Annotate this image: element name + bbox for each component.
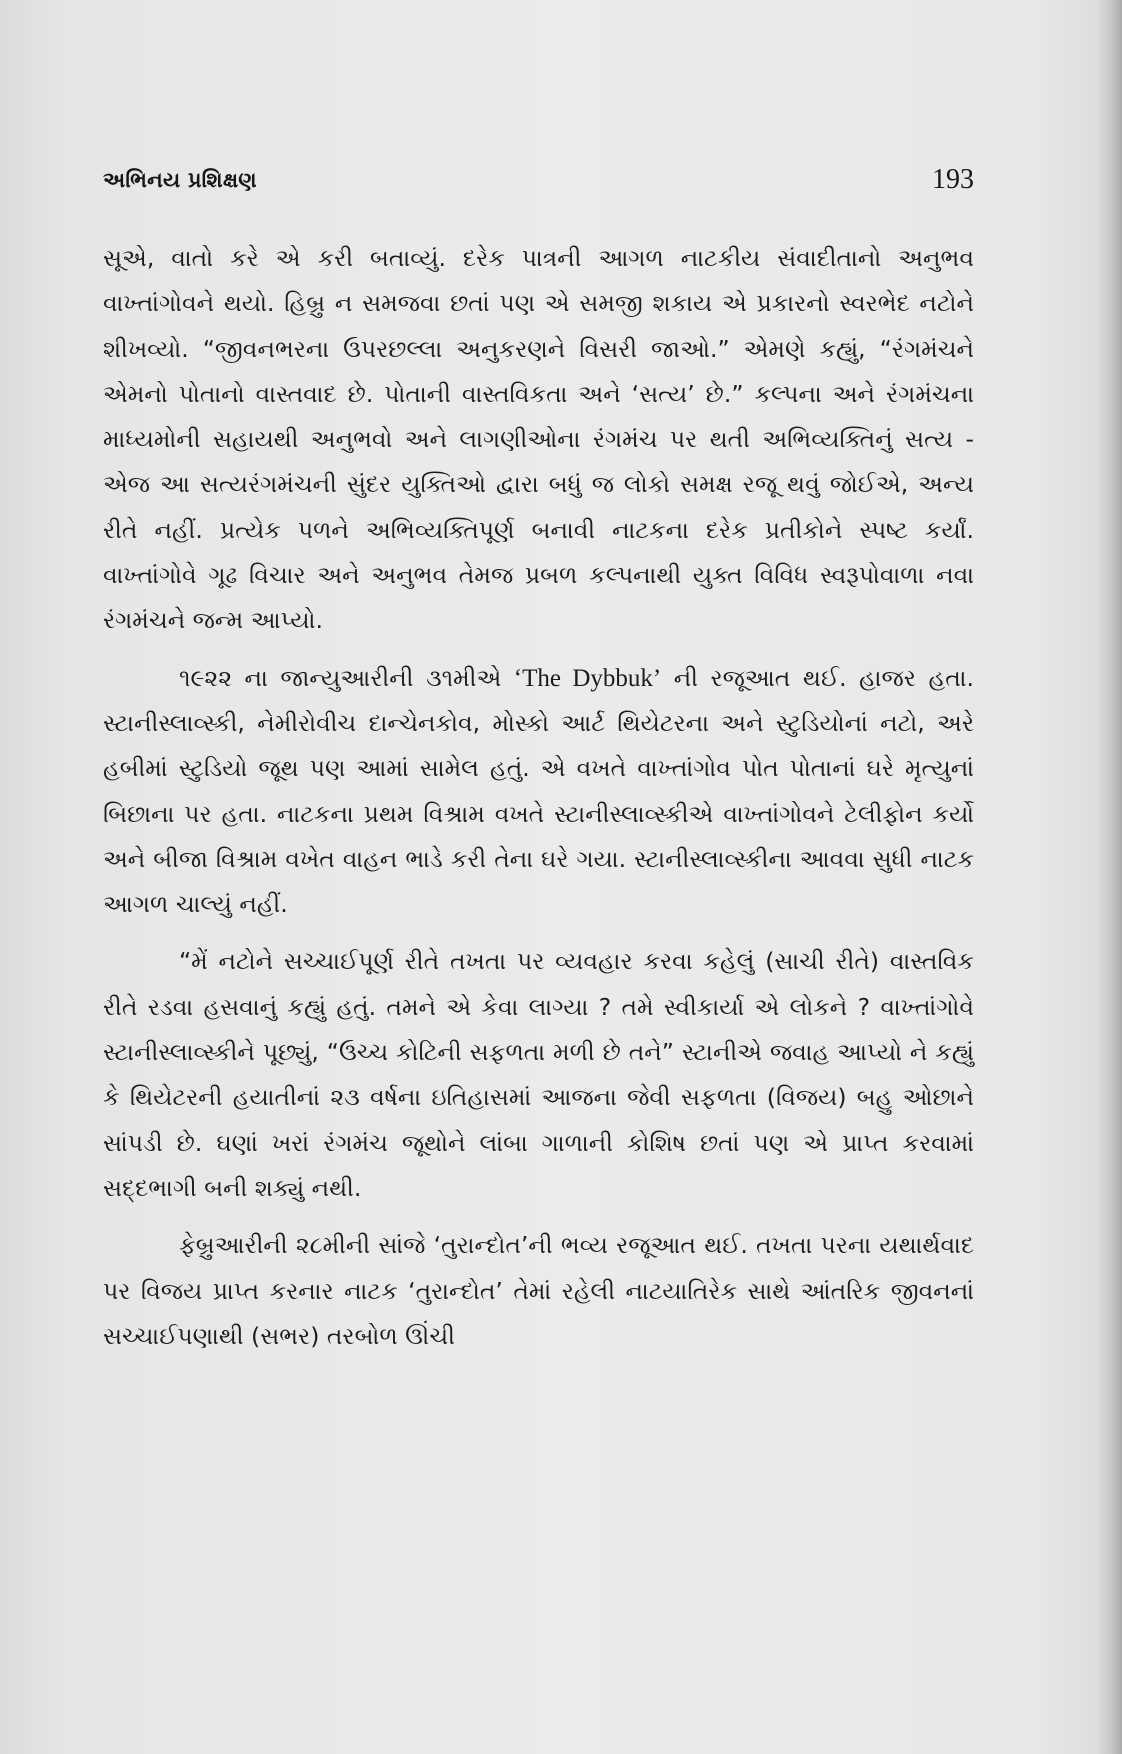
paragraph-2: [103, 656, 974, 928]
paragraph-text: સૂએ, વાતો કરે એ કરી બતાવ્યું. દરેક પાત્રની આગળ નાટકીય સંવાદીતાનો અનુભવ વાખ્તાંગોવને થયો. હિબ્રુ ન સમજવા છતાં પણ એ સમજી શકાય એ પ્રકારનો સ્વરભેદ નટોને શીખવ્યો. “જીવનભરના ઉપરછલ્લા અનુકરણને વિસરી જાઓ.” એમણે કહ્યું, “રંગમંચને એમનો પોતાનો વાસ્તવાદ છે. પોતાની વાસ્તવિકતા અને ‘સત્ય’ છે.” કલ્પના અને રંગમંચના માધ્યમોની સહાયથી અનુભવો અને લાગણીઓના રંગમંચ પર થતી અભિવ્યક્તિનું સત્ય - એજ આ સત્યરંગમંચની સુંદર યુક્તિઓ દ્વારા બધું જ લોકો સમક્ષ રજૂ થવું જોઈએ, અન્ય રીતે નહીં. પ્રત્યેક પળને અભિવ્યક્તિપૂર્ણ બનાવી નાટકના દરેક પ્રતીકોને સ્પષ્ટ કર્યાં. વાખ્તાંગોવે ગૂઢ વિચાર અને અનુભવ તેમજ પ્રબળ કલ્પનાથી યુક્ત વિવિધ સ્વરૂપોવાળા નવા રંગમંચને જન્મ આપ્યો.: [103, 244, 974, 635]
paragraph-text: “મેં નટોને સચ્ચાઈપૂર્ણ રીતે તખતા પર વ્યવહાર કરવા કહેલું (સાચી રીતે) વાસ્તવિક રીતે રડવા હસવાનું કહ્યું હતું. તમને એ કેવા લાગ્યા ? તમે સ્વીકાર્યા એ લોકને ? વાખ્તાંગોવે સ્ટાનીસ્લાવ્સ્કીને પૂછ્યું, “ઉચ્ચ કોટિની સફળતા મળી છે તને” સ્ટાનીએ જવાહ આપ્યો ને કહ્યું કે થિયેટરની હયાતીનાં ૨૩ વર્ષના ઇતિહાસમાં આજના જેવી સફળતા (વિજય) બહુ ઓછાને સાંપડી છે. ઘણાં ખરાં રંગમંચ જૂથોને લાંબા ગાળાની કોશિષ છતાં પણ એ પ્રાપ્ત કરવામાં સદ્દભાગી બની શક્યું નથી.: [103, 947, 974, 1202]
paragraph-4: [103, 1223, 974, 1359]
running-head: અભિનય પ્રશિક્ષણ: [103, 168, 257, 192]
paragraph-text: ફેબ્રુઆરીની ૨૮મીની સાંજે ‘તુરાન્દોત’ની ભવ્ય રજૂઆત થઈ. તખતા પરના યથાર્થવાદ પર વિજય પ્રાપ્ત કરનાર નાટક ‘તુરાન્દોત’ તેમાં રહેલી નાટયાતિરેક સાથે આંતરિક જીવનનાં સચ્ચાઈપણાથી (સભર) તરબોળ ઊંચી: [103, 1231, 974, 1350]
page-number: 193: [932, 164, 974, 195]
paragraph-3: [103, 939, 974, 1211]
body-text: [103, 236, 974, 1359]
play-title-latin: ‘The Dybbuk’: [513, 664, 662, 692]
paragraph-text: ૧૯૨૨ ના જાન્યુઆરીની ૩૧મીએ: [179, 663, 514, 692]
binding-shadow: [1096, 0, 1122, 1754]
paragraph-text: ની રજૂઆત થઈ. હાજર હતા. સ્ટાનીસ્લાવ્સ્કી, નેમીરોવીચ દાન્ચેનકોવ, મોસ્કો આર્ટ થિયેટરના અને સ્ટુડિયોનાં નટો, અરે હબીમાં સ્ટુડિયો જૂથ પણ આમાં સામેલ હતું. એ વખતે વાખ્તાંગોવ પોત પોતાનાં ઘરે મૃત્યુનાં બિછાના પર હતા. નાટકના પ્રથમ વિશ્રામ વખતે સ્ટાનીસ્લાવ્સ્કીએ વાખ્તાંગોવને ટેલીફોન કર્યો અને બીજા વિશ્રામ વખેત વાહન ભાડે કરી તેના ઘરે ગયા. સ્ટાનીસ્લાવ્સ્કીના આવવા સુધી નાટક આગળ ચાલ્યું નહીં.: [103, 663, 975, 919]
paragraph-1: [103, 236, 974, 644]
